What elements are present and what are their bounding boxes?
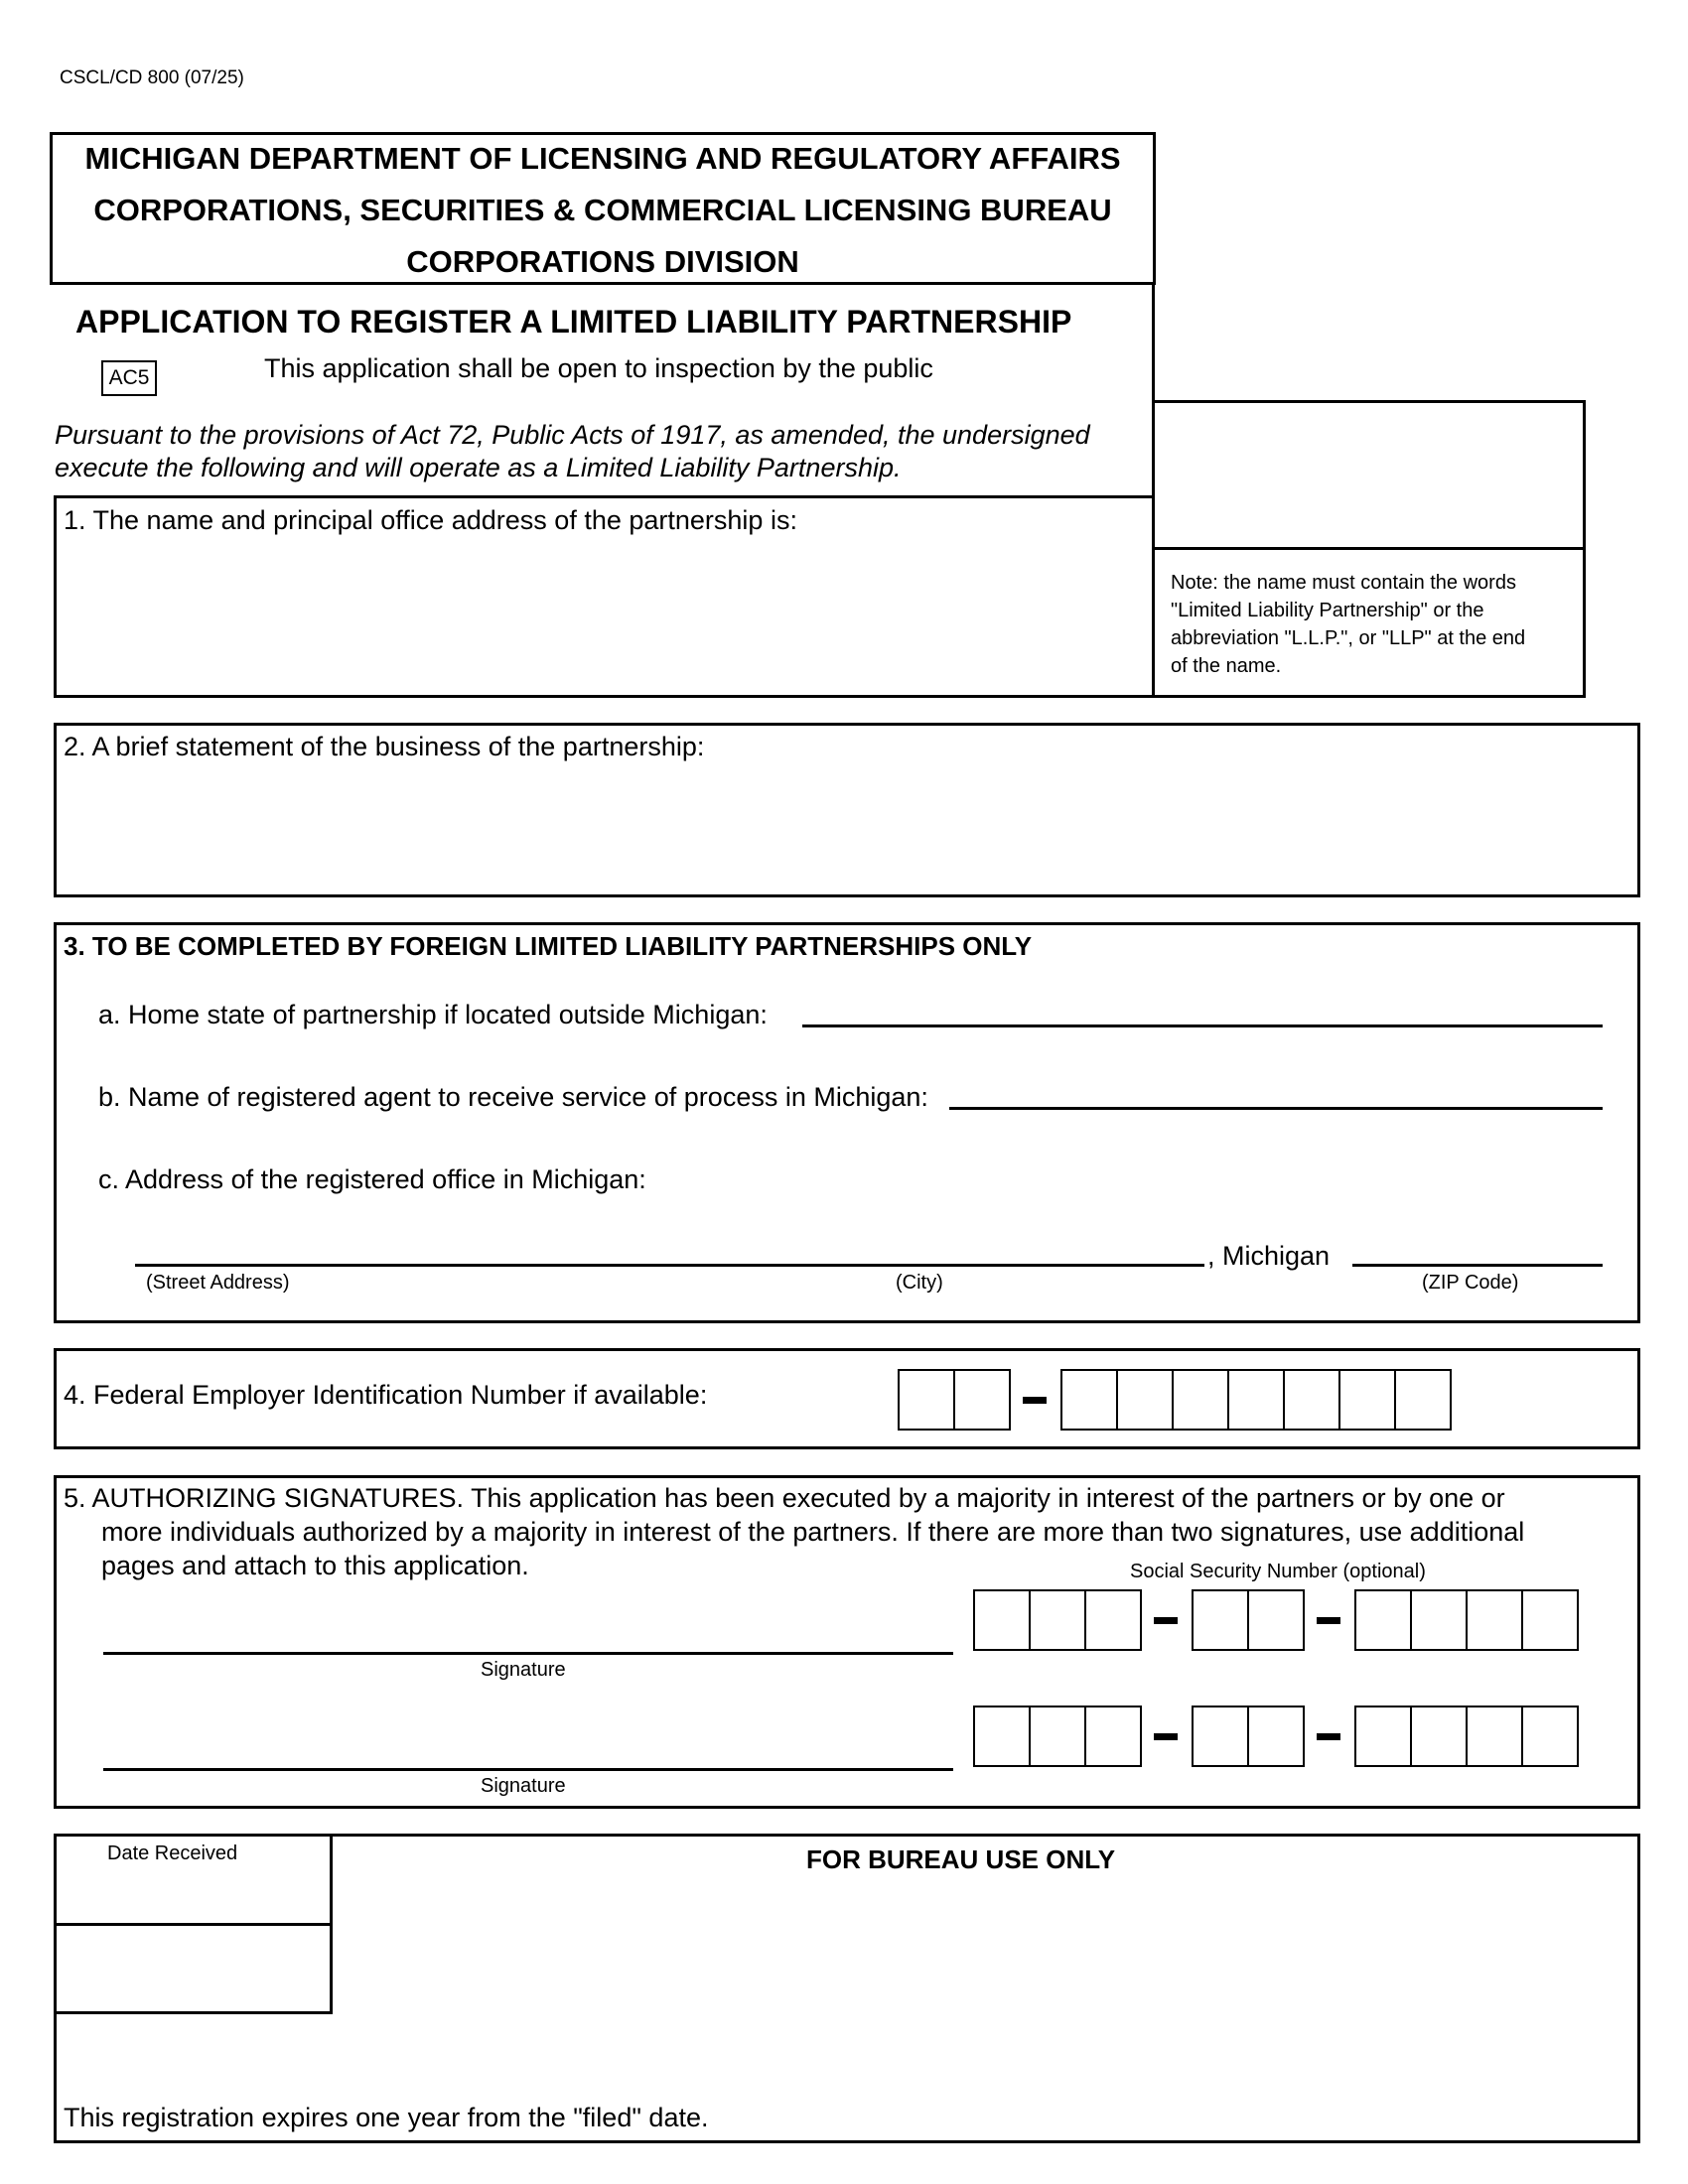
inspection-note: This application shall be open to inspection by the public [264, 353, 933, 383]
fein-digit[interactable] [1394, 1369, 1452, 1431]
signature-line-2[interactable] [103, 1768, 953, 1771]
name-note-line-4: of the name. [1171, 655, 1282, 677]
fein-digit[interactable] [1338, 1369, 1396, 1431]
signature-caption-1: Signature [481, 1659, 566, 1681]
bureau-use-title: FOR BUREAU USE ONLY [806, 1844, 1116, 1874]
ssn-digit[interactable] [1029, 1589, 1086, 1651]
fein-digit[interactable] [953, 1369, 1011, 1431]
home-state-label: a. Home state of partnership if located outside Michigan: [98, 1000, 768, 1029]
section-1-label: 1. The name and principal office address of the partnership is: [64, 505, 797, 535]
agency-name: MICHIGAN DEPARTMENT OF LICENSING AND REGULATORY AFFAIRS [84, 141, 1121, 176]
fein-input[interactable] [898, 1369, 1450, 1431]
ssn-digit[interactable] [1521, 1589, 1579, 1651]
registered-agent-label: b. Name of registered agent to receive service of process in Michigan: [98, 1082, 928, 1112]
form-badge: AC5 [101, 360, 157, 396]
fein-dash [1009, 1369, 1060, 1431]
ssn-digit[interactable] [1466, 1706, 1523, 1767]
date-received-divider [54, 1923, 333, 1926]
signature-caption-2: Signature [481, 1775, 566, 1797]
fein-digit[interactable] [1060, 1369, 1118, 1431]
zip-field[interactable] [1352, 1264, 1603, 1267]
ssn-digit[interactable] [1354, 1706, 1412, 1767]
signatures-line-3: pages and attach to this application. [101, 1551, 529, 1580]
home-state-field[interactable] [802, 1024, 1603, 1027]
ssn-digit[interactable] [1247, 1589, 1305, 1651]
ssn-digit[interactable] [1029, 1706, 1086, 1767]
name-note-line-1: Note: the name must contain the words [1171, 572, 1516, 594]
ssn-label: Social Security Number (optional) [1130, 1561, 1426, 1582]
street-address-caption: (Street Address) [146, 1272, 290, 1294]
ssn-digit[interactable] [1247, 1706, 1305, 1767]
ssn-digit[interactable] [1084, 1706, 1142, 1767]
signatures-line-1: 5. AUTHORIZING SIGNATURES. This application has been executed by a majority in interest of the partners or by one or [64, 1483, 1505, 1513]
fein-digit[interactable] [898, 1369, 955, 1431]
expiry-note: This registration expires one year from the "filed" date. [64, 2103, 709, 2132]
bureau-name: CORPORATIONS, SECURITIES & COMMERCIAL LICENSING BUREAU [93, 193, 1112, 227]
ssn-digit[interactable] [1192, 1589, 1249, 1651]
date-received-label: Date Received [107, 1843, 238, 1864]
ssn-digit[interactable] [1410, 1589, 1468, 1651]
ssn-input-1[interactable] [973, 1589, 1577, 1651]
city-caption: (City) [896, 1272, 943, 1294]
ssn-digit[interactable] [1354, 1589, 1412, 1651]
registered-agent-field[interactable] [949, 1107, 1603, 1110]
registered-office-label: c. Address of the registered office in Michigan: [98, 1164, 646, 1194]
preamble-line-1: Pursuant to the provisions of Act 72, Public Acts of 1917, as amended, the undersigned [55, 420, 1090, 450]
michigan-label: , Michigan [1207, 1241, 1331, 1271]
section-2-label: 2. A brief statement of the business of the partnership: [64, 732, 705, 761]
signature-line-1[interactable] [103, 1652, 953, 1655]
ssn-dash [1303, 1706, 1354, 1767]
division-name: CORPORATIONS DIVISION [406, 244, 799, 279]
ssn-digit[interactable] [1521, 1706, 1579, 1767]
form-title: APPLICATION TO REGISTER A LIMITED LIABILITY PARTNERSHIP [75, 304, 1072, 340]
fein-digit[interactable] [1227, 1369, 1285, 1431]
name-note-line-2: "Limited Liability Partnership" or the [1171, 600, 1484, 621]
fein-digit[interactable] [1172, 1369, 1229, 1431]
zip-caption: (ZIP Code) [1422, 1272, 1519, 1294]
ssn-digit[interactable] [1084, 1589, 1142, 1651]
street-city-field[interactable] [135, 1264, 1204, 1267]
form-code: CSCL/CD 800 (07/25) [60, 68, 244, 88]
preamble-line-2: execute the following and will operate as a Limited Liability Partnership. [55, 453, 902, 482]
section-3-title: 3. TO BE COMPLETED BY FOREIGN LIMITED LIABILITY PARTNERSHIPS ONLY [64, 931, 1033, 961]
ssn-digit[interactable] [1466, 1589, 1523, 1651]
signatures-line-2: more individuals authorized by a majority in interest of the partners. If there are more than two signatures, use additional [101, 1517, 1525, 1547]
fein-digit[interactable] [1283, 1369, 1340, 1431]
ssn-dash [1303, 1589, 1354, 1651]
ssn-dash [1140, 1706, 1192, 1767]
ssn-digit[interactable] [1410, 1706, 1468, 1767]
fein-digit[interactable] [1116, 1369, 1174, 1431]
name-note-line-3: abbreviation "L.L.P.", or "LLP" at the end [1171, 627, 1526, 649]
stamp-divider [1152, 547, 1586, 550]
ssn-input-2[interactable] [973, 1706, 1577, 1767]
ssn-digit[interactable] [973, 1706, 1031, 1767]
ssn-digit[interactable] [1192, 1706, 1249, 1767]
fein-label: 4. Federal Employer Identification Number if available: [64, 1380, 708, 1410]
ssn-digit[interactable] [973, 1589, 1031, 1651]
ssn-dash [1140, 1589, 1192, 1651]
